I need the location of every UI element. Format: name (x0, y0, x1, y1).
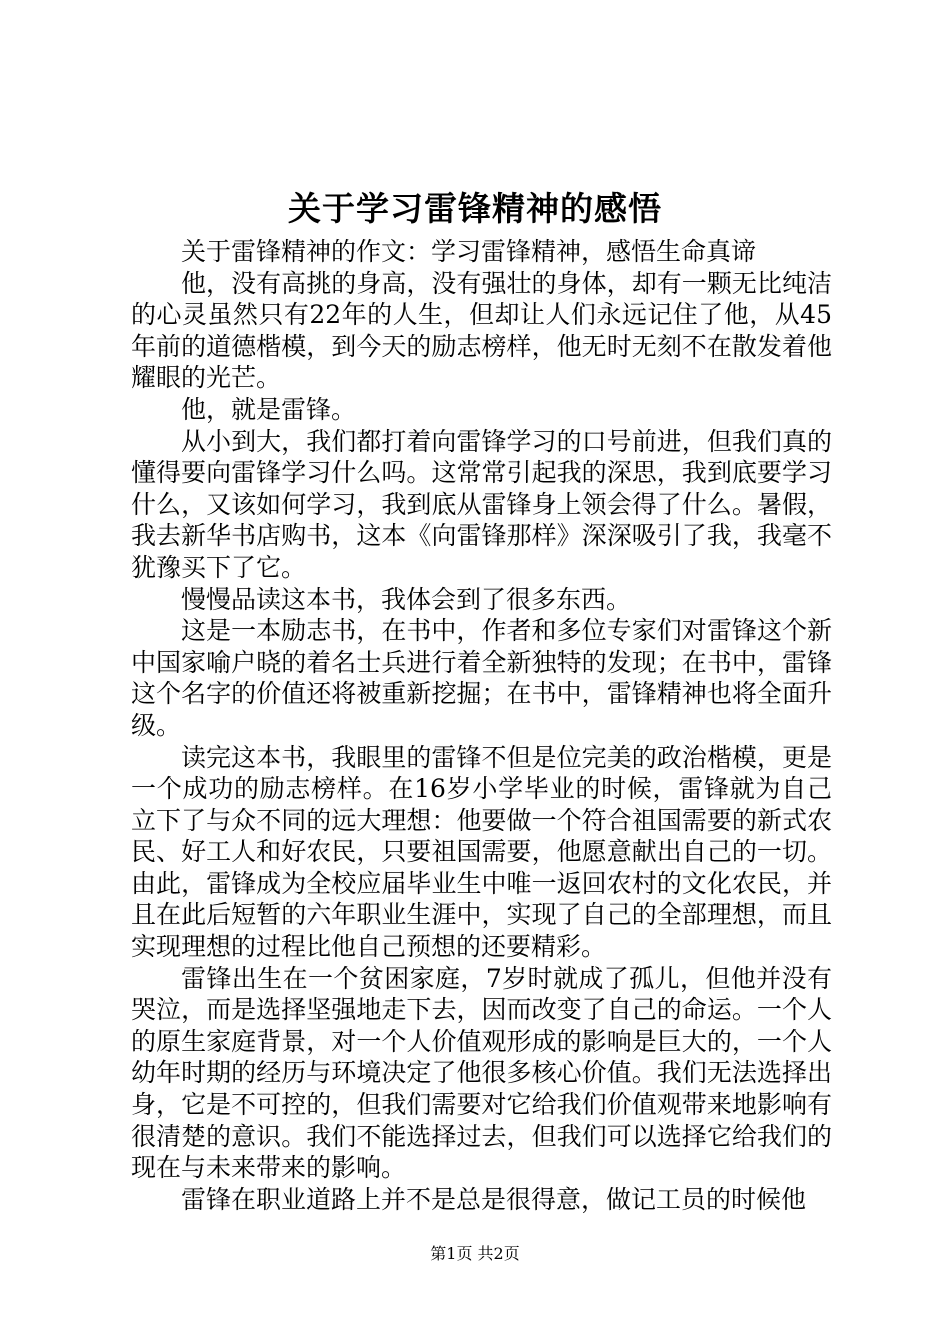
paragraph: 这是一本励志书，在书中，作者和多位专家们对雷锋这个新中国家喻户晓的着名士兵进行着全新独特的发现；在书中，雷锋这个名字的价值还将被重新挖掘；在书中，雷锋精神也将全面升级。 (131, 616, 832, 740)
paragraph: 雷锋出生在一个贫困家庭，7岁时就成了孤儿，但他并没有哭泣，而是选择坚强地走下去，因而改变了自己的命运。一个人的原生家庭背景，对一个人价值观形成的影响是巨大的，一个人幼年时期的经历与环境决定了他很多核心价值。我们无法选择出身，它是不可控的，但我们需要对它给我们价值观带来地影响有很清楚的意识。我们不能选择过去，但我们可以选择它给我们的现在与未来带来的影响。 (131, 963, 832, 1183)
paragraph: 从小到大，我们都打着向雷锋学习的口号前进，但我们真的懂得要向雷锋学习什么吗。这常常引起我的深思，我到底要学习什么，又该如何学习，我到底从雷锋身上领会得了什么。暑假，我去新华书店购书，这本《向雷锋那样》深深吸引了我，我毫不犹豫买下了它。 (131, 426, 832, 582)
paragraph: 慢慢品读这本书，我体会到了很多东西。 (181, 584, 632, 614)
page-footer: 第1页 共2页 (430, 1244, 520, 1263)
document-body (131, 236, 832, 1215)
paragraph: 关于雷锋精神的作文：学习雷锋精神，感悟生命真谛 (181, 237, 757, 266)
paragraph: 他，就是雷锋。 (181, 394, 357, 424)
paragraph: 雷锋在职业道路上并不是总是很得意，做记工员的时候他 (181, 1184, 807, 1214)
document-title: 关于学习雷锋精神的感悟 (288, 189, 662, 228)
paragraph: 他，没有高挑的身高，没有强壮的身体，却有一颗无比纯洁的心灵虽然只有22年的人生，但却让人们永远记住了他，从45年前的道德楷模，到今天的励志榜样，他无时无刻不在散发着他耀眼的光芒。 (131, 268, 832, 393)
paragraph: 读完这本书，我眼里的雷锋不但是位完美的政治楷模，更是一个成功的励志榜样。在16岁小学毕业的时候，雷锋就为自己立下了与众不同的远大理想：他要做一个符合祖国需要的新式农民、好工人和好农民，只要祖国需要，他愿意献出自己的一切。由此，雷锋成为全校应届毕业生中唯一返回农村的文化农民，并且在此后短暂的六年职业生涯中，实现了自己的全部理想，而且实现理想的过程比他自己预想的还要精彩。 (131, 742, 832, 962)
